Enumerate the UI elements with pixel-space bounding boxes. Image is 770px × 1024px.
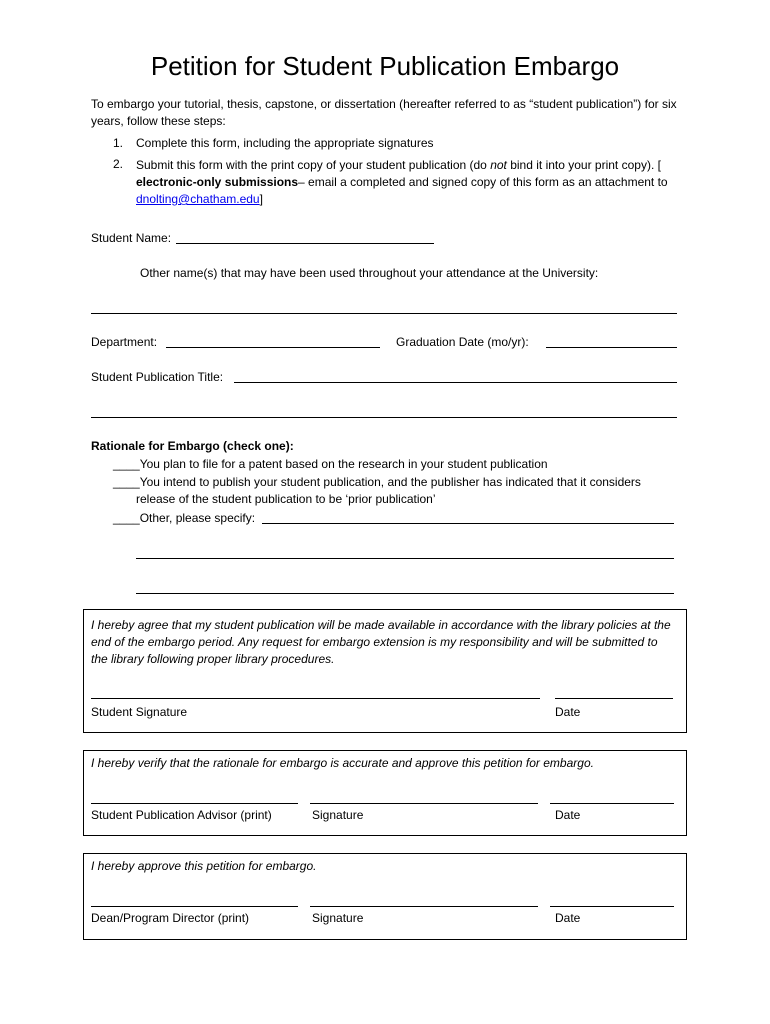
page-title: Petition for Student Publication Embargo: [150, 51, 620, 81]
email-link[interactable]: dnolting@chatham.edu: [136, 192, 260, 206]
option-patent-blank[interactable]: ____: [113, 457, 140, 471]
step-2-post: – email a completed and signed copy of this form as an attachment to: [298, 175, 668, 189]
student-signature-field[interactable]: [91, 698, 540, 699]
other-specify-field-2[interactable]: [136, 558, 674, 559]
option-other-label: Other, please specify:: [139, 511, 256, 525]
rationale-option-patent[interactable]: [113, 457, 548, 471]
option-other-blank[interactable]: ____: [113, 511, 140, 525]
department-field[interactable]: [166, 347, 380, 348]
dean-approval-box: [83, 853, 687, 940]
other-names-label: Other name(s) that may have been used throughout your attendance at the University:: [140, 266, 599, 280]
dean-signature-label: Signature: [312, 911, 364, 925]
graduation-date-label: Graduation Date (mo/yr):: [396, 335, 529, 349]
dean-name-label: Dean/Program Director (print): [91, 911, 250, 925]
option-publish-label: You intend to publish your student publication, and the publisher has indicated that it considers: [139, 475, 641, 489]
dean-date-field[interactable]: [550, 906, 674, 907]
step-1-number: 1.: [113, 136, 124, 150]
graduation-date-field[interactable]: [546, 347, 677, 348]
intro-text: To embargo your tutorial, thesis, capstone, or dissertation (hereafter referred to as “student publication”) for six years, follow these steps:: [91, 97, 677, 128]
option-patent-label: You plan to file for a patent based on the research in your student publication: [139, 457, 548, 471]
other-names-field[interactable]: [91, 313, 677, 314]
dean-date-label: Date: [555, 911, 581, 925]
advisor-signature-label: Signature: [312, 808, 364, 822]
step-2-electronic-only: electronic-only submissions: [136, 175, 299, 189]
publication-title-label: Student Publication Title:: [91, 370, 224, 384]
student-agreement-statement: I hereby agree that my student publication will be made available in accordance with the library policies at the end of the embargo period. Any request for embargo extension is my responsibility and will be submitted to the library following proper library procedures.: [91, 618, 671, 666]
student-date-field[interactable]: [555, 698, 673, 699]
rationale-heading: Rationale for Embargo (check one):: [91, 439, 294, 453]
student-name-field[interactable]: [176, 243, 434, 244]
step-2-mid: bind it into your print copy). [: [506, 158, 661, 172]
advisor-name-field[interactable]: [91, 803, 298, 804]
advisor-approval-box: [83, 750, 687, 836]
advisor-date-label: Date: [555, 808, 581, 822]
student-signature-label: Student Signature: [91, 705, 188, 719]
step-2-not: not: [490, 158, 507, 172]
step-1-text: Complete this form, including the appropriate signatures: [136, 136, 434, 150]
step-2-pre: Submit this form with the print copy of your student publication (do: [136, 158, 491, 172]
publication-title-field-2[interactable]: [91, 417, 677, 418]
advisor-approval-statement: I hereby verify that the rationale for embargo is accurate and approve this petition for embargo.: [91, 756, 594, 770]
rationale-option-publish[interactable]: [113, 475, 641, 489]
step-2-end: ]: [259, 192, 263, 206]
step-2-text: [136, 157, 676, 208]
option-publish-blank[interactable]: ____: [113, 475, 140, 489]
student-agreement-box: [83, 609, 687, 733]
student-name-label: Student Name:: [91, 231, 172, 245]
advisor-date-field[interactable]: [550, 803, 674, 804]
publication-title-field[interactable]: [234, 382, 677, 383]
step-2-number: 2.: [113, 157, 124, 171]
other-specify-field[interactable]: [262, 523, 674, 524]
department-label: Department:: [91, 335, 158, 349]
option-publish-label-line2: release of the student publication to be ‘prior publication’: [136, 492, 436, 506]
student-date-label: Date: [555, 705, 581, 719]
advisor-signature-field[interactable]: [310, 803, 538, 804]
dean-signature-field[interactable]: [310, 906, 538, 907]
other-specify-field-3[interactable]: [136, 593, 674, 594]
advisor-name-label: Student Publication Advisor (print): [91, 808, 272, 822]
rationale-option-other[interactable]: [113, 511, 255, 525]
dean-approval-statement: I hereby approve this petition for embargo.: [91, 859, 317, 873]
dean-name-field[interactable]: [91, 906, 298, 907]
